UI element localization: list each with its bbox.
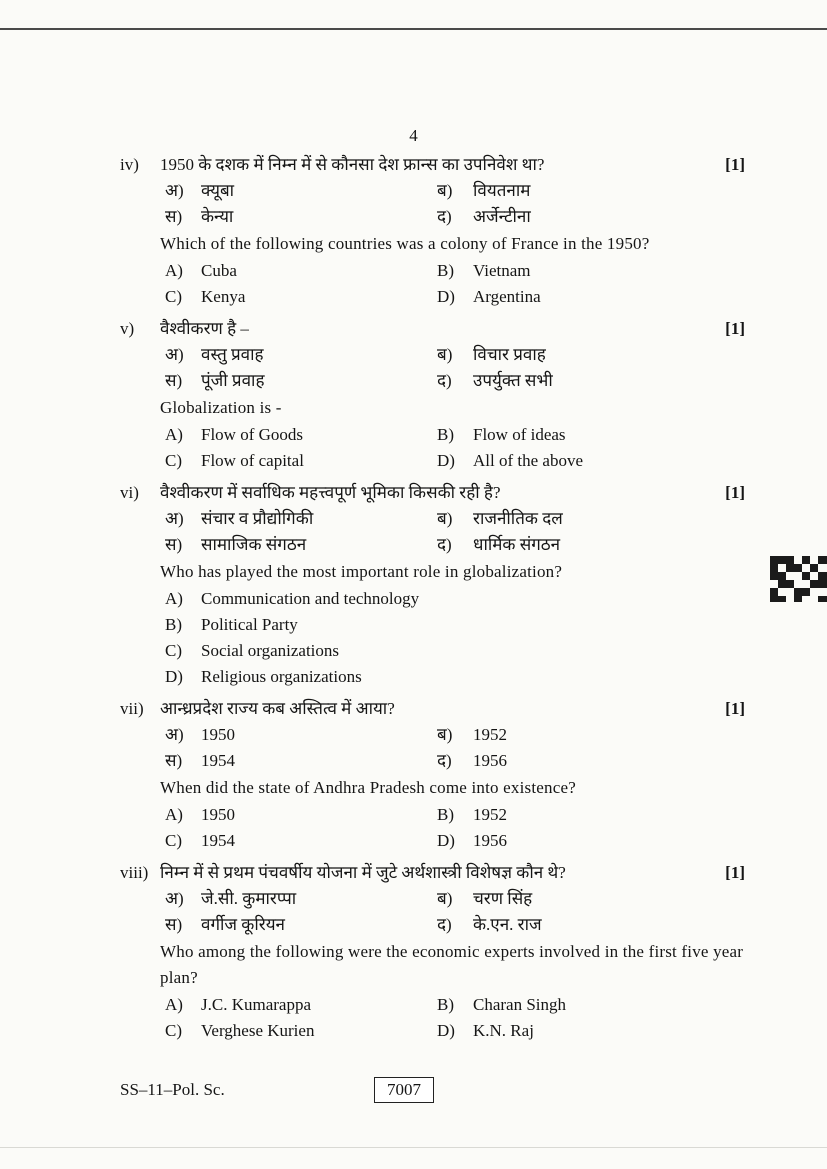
- option-label: द): [437, 371, 452, 390]
- option-label: B): [437, 425, 454, 444]
- option-label: C): [165, 287, 182, 306]
- option-text: वस्तु प्रवाह: [201, 345, 264, 364]
- option-hindi-c: [165, 748, 437, 774]
- hindi-options: [160, 342, 745, 394]
- option-label: D): [165, 667, 183, 686]
- option-label: अ): [165, 725, 184, 744]
- option-text: चरण सिंह: [473, 889, 533, 908]
- option-label: A): [165, 805, 183, 824]
- option-hindi-b: [437, 342, 745, 368]
- option-label: अ): [165, 509, 184, 528]
- question-number: viii): [120, 863, 149, 882]
- english-options: [160, 586, 745, 690]
- question-head: [120, 860, 745, 886]
- question-text-hindi: 1950 के दशक में निम्न में से कौनसा देश फ्रान्स का उपनिवेश था?: [160, 155, 545, 174]
- scan-edge-top: [0, 28, 827, 30]
- question-text-english: Which of the following countries was a colony of France in the 1950?: [160, 234, 650, 253]
- option-label: द): [437, 207, 452, 226]
- option-hindi-c: [165, 912, 437, 938]
- option-label: B): [165, 615, 182, 634]
- option-hindi-c: [165, 532, 437, 558]
- option-label: B): [437, 261, 454, 280]
- option-hindi-a: [165, 886, 437, 912]
- option-english-d: [165, 664, 745, 690]
- option-label: द): [437, 751, 452, 770]
- option-hindi-c: [165, 368, 437, 394]
- option-label: D): [437, 451, 455, 470]
- option-text: All of the above: [473, 451, 583, 470]
- option-text: 1956: [473, 751, 507, 770]
- question-text-hindi: वैश्वीकरण है –: [160, 319, 249, 338]
- option-label: D): [437, 831, 455, 850]
- page-number: 4: [409, 126, 418, 145]
- option-label: द): [437, 535, 452, 554]
- marks-badge: [1]: [725, 863, 745, 882]
- question-number: iv): [120, 155, 139, 174]
- option-english-a: [165, 992, 437, 1018]
- option-english-d: [437, 448, 745, 474]
- option-label: द): [437, 915, 452, 934]
- option-english-b: [437, 258, 745, 284]
- option-label: A): [165, 425, 183, 444]
- option-hindi-b: [437, 886, 745, 912]
- option-text: J.C. Kumarappa: [201, 995, 312, 1014]
- option-text: K.N. Raj: [473, 1021, 534, 1040]
- english-options: [160, 258, 745, 310]
- option-label: ब): [437, 725, 453, 744]
- option-text: उपर्युक्त सभी: [473, 371, 553, 390]
- option-english-d: [437, 828, 745, 854]
- option-text: Cuba: [201, 261, 237, 280]
- option-text: Argentina: [473, 287, 541, 306]
- option-text: वियतनाम: [473, 181, 531, 200]
- question-text-english: Globalization is -: [160, 398, 282, 417]
- option-english-d: [437, 284, 745, 310]
- option-text: केन्या: [201, 207, 234, 226]
- option-text: 1952: [473, 725, 507, 744]
- question-text-hindi: आन्ध्रप्रदेश राज्य कब अस्तित्व में आया?: [160, 699, 395, 718]
- option-english-b: [165, 612, 745, 638]
- option-text: अर्जेन्टीना: [473, 207, 531, 226]
- option-english-c: [165, 448, 437, 474]
- hindi-options: [160, 506, 745, 558]
- option-label: A): [165, 995, 183, 1014]
- option-hindi-c: [165, 204, 437, 230]
- question-number: vii): [120, 699, 144, 718]
- option-label: A): [165, 261, 183, 280]
- option-hindi-d: [437, 532, 745, 558]
- question-block: [120, 316, 745, 474]
- option-english-a: [165, 802, 437, 828]
- option-hindi-d: [437, 368, 745, 394]
- question-head: [120, 152, 745, 178]
- option-label: A): [165, 589, 183, 608]
- qr-code-icon: [770, 556, 827, 602]
- option-hindi-a: [165, 506, 437, 532]
- question-block: [120, 480, 745, 690]
- english-options: [160, 992, 745, 1044]
- option-label: ब): [437, 345, 453, 364]
- option-hindi-b: [437, 722, 745, 748]
- option-label: ब): [437, 509, 453, 528]
- option-text: Kenya: [201, 287, 246, 306]
- option-english-b: [437, 422, 745, 448]
- option-text: पूंजी प्रवाह: [201, 371, 265, 390]
- hindi-options: [160, 886, 745, 938]
- question-number: v): [120, 319, 135, 338]
- question-text-english: When did the state of Andhra Pradesh come into existence?: [160, 778, 576, 797]
- option-label: स): [165, 915, 183, 934]
- option-label: C): [165, 1021, 182, 1040]
- question-head: [120, 316, 745, 342]
- option-text: 1950: [201, 725, 235, 744]
- hindi-options: [160, 722, 745, 774]
- option-hindi-a: [165, 342, 437, 368]
- option-english-b: [437, 992, 745, 1018]
- option-text: 1950: [201, 805, 235, 824]
- question-text-english: Who has played the most important role in globalization?: [160, 562, 563, 581]
- option-text: वर्गीज कूरियन: [201, 915, 285, 934]
- option-label: स): [165, 207, 183, 226]
- option-label: अ): [165, 181, 184, 200]
- option-label: C): [165, 641, 182, 660]
- option-text: Flow of ideas: [473, 425, 566, 444]
- marks-badge: [1]: [725, 699, 745, 718]
- question-text-english: Who among the following were the economic experts involved in the first five year plan?: [160, 942, 744, 987]
- scan-edge-bottom: [0, 1147, 827, 1148]
- option-english-a: [165, 586, 745, 612]
- question-block: [120, 860, 745, 1044]
- option-text: संचार व प्रौद्योगिकी: [201, 509, 314, 528]
- marks-badge: [1]: [725, 319, 745, 338]
- question-block: [120, 152, 745, 310]
- option-text: Communication and technology: [201, 589, 420, 608]
- question-number: vi): [120, 483, 139, 502]
- option-english-d: [437, 1018, 745, 1044]
- question-head: [120, 696, 745, 722]
- option-hindi-a: [165, 178, 437, 204]
- option-text: 1956: [473, 831, 507, 850]
- option-label: अ): [165, 889, 184, 908]
- footer-paper-label: SS–11–Pol. Sc.: [120, 1080, 225, 1099]
- option-english-b: [437, 802, 745, 828]
- marks-badge: [1]: [725, 483, 745, 502]
- paper-code: 7007: [374, 1077, 434, 1103]
- option-text: राजनीतिक दल: [473, 509, 563, 528]
- option-hindi-a: [165, 722, 437, 748]
- option-text: 1954: [201, 831, 235, 850]
- option-text: जे.सी. कुमारप्पा: [201, 889, 297, 908]
- option-english-c: [165, 1018, 437, 1044]
- option-label: ब): [437, 181, 453, 200]
- option-text: 1954: [201, 751, 235, 770]
- option-label: C): [165, 451, 182, 470]
- option-hindi-b: [437, 506, 745, 532]
- option-text: Flow of capital: [201, 451, 304, 470]
- option-label: D): [437, 287, 455, 306]
- option-text: Verghese Kurien: [201, 1021, 315, 1040]
- option-label: B): [437, 805, 454, 824]
- option-text: Flow of Goods: [201, 425, 304, 444]
- option-english-c: [165, 828, 437, 854]
- option-hindi-d: [437, 912, 745, 938]
- english-options: [160, 422, 745, 474]
- option-label: D): [437, 1021, 455, 1040]
- option-english-c: [165, 638, 745, 664]
- option-hindi-d: [437, 204, 745, 230]
- option-text: Social organizations: [201, 641, 340, 660]
- marks-badge: [1]: [725, 155, 745, 174]
- option-text: Charan Singh: [473, 995, 567, 1014]
- option-text: धार्मिक संगठन: [473, 535, 561, 554]
- option-hindi-b: [437, 178, 745, 204]
- option-hindi-d: [437, 748, 745, 774]
- question-head: [120, 480, 745, 506]
- question-block: [120, 696, 745, 854]
- option-label: ब): [437, 889, 453, 908]
- option-english-a: [165, 258, 437, 284]
- option-english-a: [165, 422, 437, 448]
- option-english-c: [165, 284, 437, 310]
- question-text-hindi: वैश्वीकरण में सर्वाधिक महत्त्वपूर्ण भूमिका किसकी रही है?: [160, 483, 501, 502]
- option-label: अ): [165, 345, 184, 364]
- question-list: [120, 152, 745, 1050]
- question-text-hindi: निम्न में से प्रथम पंचवर्षीय योजना में जुटे अर्थशास्त्री विशेषज्ञ कौन थे?: [160, 863, 566, 882]
- option-text: क्यूबा: [201, 181, 235, 200]
- option-label: C): [165, 831, 182, 850]
- option-label: स): [165, 751, 183, 770]
- option-text: Political Party: [201, 615, 298, 634]
- option-text: सामाजिक संगठन: [201, 535, 307, 554]
- option-text: विचार प्रवाह: [473, 345, 546, 364]
- option-label: B): [437, 995, 454, 1014]
- option-text: Vietnam: [473, 261, 531, 280]
- option-label: स): [165, 371, 183, 390]
- option-text: Religious organizations: [201, 667, 362, 686]
- option-label: स): [165, 535, 183, 554]
- hindi-options: [160, 178, 745, 230]
- option-text: 1952: [473, 805, 507, 824]
- option-text: के.एन. राज: [473, 915, 542, 934]
- english-options: [160, 802, 745, 854]
